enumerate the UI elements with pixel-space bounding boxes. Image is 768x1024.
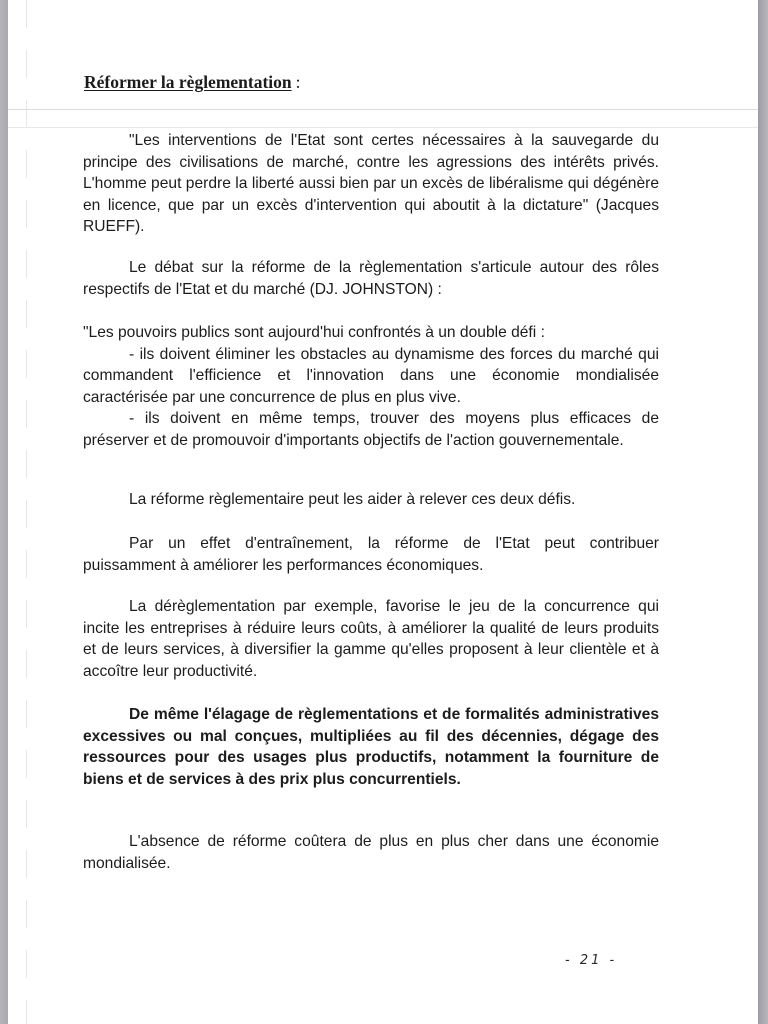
paragraph-text: Le débat sur la réforme de la règlementation s'articule autour des rôles respectifs de l'Etat et du marché (DJ. JOHNSTON) : [83, 259, 659, 298]
paragraph-entrainement [83, 533, 659, 576]
paragraph-text: La dérèglementation par exemple, favorise le jeu de la concurrence qui incite les entreprises à réduire leurs coûts, à améliorer la qualité de leurs produits et de leurs services, à diversifier la gamme qu'elles proposent à leur clientèle et à accoître leur productivité. [83, 598, 659, 680]
paragraph-debate [83, 257, 659, 300]
scan-artifact-line [8, 127, 758, 128]
scan-margin-line [26, 0, 27, 1024]
list-item: - ils doivent en même temps, trouver des moyens plus efficaces de préserver et de promouvoir d'importants objectifs de l'action gouvernementale. [83, 410, 659, 449]
paragraph-dereglementation [83, 596, 659, 682]
paragraph-text: Par un effet d'entraînement, la réforme de l'Etat peut contribuer puissamment à améliorer les performances économiques. [83, 535, 659, 574]
viewer-right-scrollbar[interactable] [758, 0, 768, 1024]
heading-colon: : [295, 72, 301, 92]
paragraph-elagage-bold [83, 704, 659, 790]
paragraph-text: "Les interventions de l'Etat sont certes nécessaires à la sauvegarde du principe des civilisations de marché, contre les agressions des intérêts privés. L'homme peut perdre la liberté aussi bien par un excès de libéralisme qui dégénère en licence, que par un excès d'intervention qui aboutit à la dictature" (Jacques RUEFF). [83, 132, 659, 235]
paragraph-text: La réforme règlementaire peut les aider à relever ces deux défis. [129, 491, 576, 508]
section-heading [84, 72, 301, 93]
viewer-left-scrollbar-edge [0, 0, 8, 1024]
scan-artifact-line [8, 109, 758, 110]
paragraph-reform-help [83, 489, 659, 511]
paragraph-rueff-quote [83, 130, 659, 238]
heading-text: Réformer la règlementation [84, 72, 292, 92]
paragraph-text: De même l'élagage de règlementations et de formalités administratives excessives ou mal conçues, multipliées au fil des décennies, dégage des ressources pour des usages plus productifs, notamment la fourniture de biens et de services à des prix plus concurrentiels. [83, 706, 659, 788]
page-number: - 21 - [565, 953, 618, 968]
paragraph-johnston-quote [83, 322, 659, 451]
list-item: - ils doivent éliminer les obstacles au dynamisme des forces du marché qui commandent l'efficience et l'innovation dans une économie mondialisée caractérisée par une concurrence de plus en plus vive. [83, 345, 659, 406]
paragraph-absence-reforme [83, 831, 659, 874]
paragraph-text: L'absence de réforme coûtera de plus en plus cher dans une économie mondialisée. [83, 833, 659, 872]
paragraph-text: "Les pouvoirs publics sont aujourd'hui confrontés à un double défi : [83, 324, 545, 341]
